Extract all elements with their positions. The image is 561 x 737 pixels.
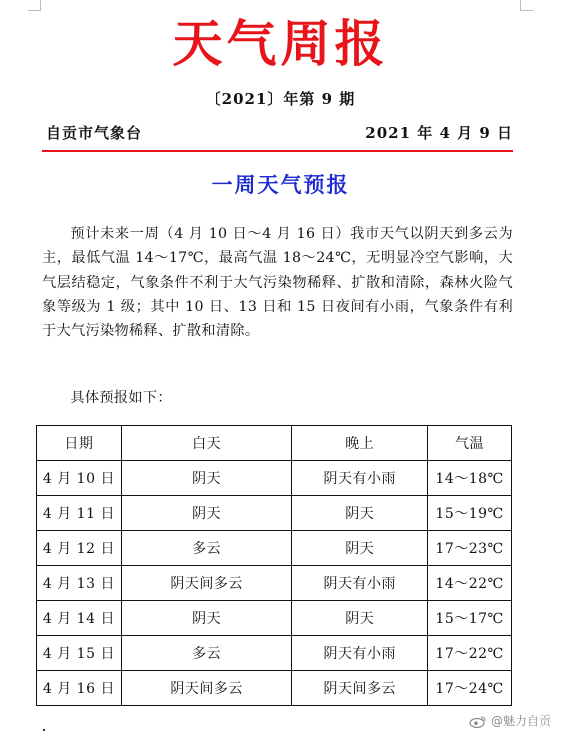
table-row — [37, 636, 512, 671]
issuing-organization: 自贡市气象台 — [46, 124, 143, 142]
cell-daytime: 阴天 — [121, 461, 292, 496]
cell-daytime: 多云 — [121, 531, 292, 566]
masthead-title: 天气周报 — [172, 15, 389, 73]
header-night: 晚上 — [292, 426, 428, 461]
forecast-summary: 预计未来一周（4 月 10 日～4 月 16 日）我市天气以阴天到多云为主，最低气温 14～17℃，最高气温 18～24℃，无明显冷空气影响，大气层结稳定，气象条件不利于大气污染物稀释、扩散和清除，森林火险气象等级为 1 级；其中 10 日、13 日和 15 日夜间有小雨，气象条件有利于大气污染物稀释、扩散和清除。 — [42, 226, 513, 340]
cell-date: 4 月 12 日 — [37, 531, 122, 566]
weibo-icon — [469, 715, 487, 728]
cell-temperature: 15～19℃ — [428, 496, 512, 531]
issue-number: 〔2021〕年第 9 期 — [205, 90, 356, 108]
header-date: 日期 — [37, 426, 122, 461]
cell-night: 阴天 — [292, 601, 428, 636]
cell-temperature: 14～22℃ — [428, 566, 512, 601]
cell-daytime: 阴天 — [121, 601, 292, 636]
cell-date: 4 月 13 日 — [37, 566, 122, 601]
forecast-table — [36, 425, 512, 706]
table-row — [37, 461, 512, 496]
cell-date: 4 月 14 日 — [37, 601, 122, 636]
cell-temperature: 14～18℃ — [428, 461, 512, 496]
stray-mark — [43, 729, 45, 731]
cell-date: 4 月 15 日 — [37, 636, 122, 671]
table-row — [37, 496, 512, 531]
cell-temperature: 17～24℃ — [428, 671, 512, 706]
cell-night: 阴天 — [292, 496, 428, 531]
cell-night: 阴天有小雨 — [292, 461, 428, 496]
cell-daytime: 阴天 — [121, 496, 292, 531]
watermark — [469, 712, 551, 729]
table-lead-in: 具体预报如下： — [70, 390, 172, 406]
issue-date: 2021 年 4 月 9 日 — [365, 124, 513, 142]
table-row — [37, 671, 512, 706]
cell-daytime: 阴天间多云 — [121, 566, 292, 601]
cell-date: 4 月 11 日 — [37, 496, 122, 531]
section-title: 一周天气预报 — [211, 173, 350, 197]
header-temperature: 气温 — [428, 426, 512, 461]
page-corner-mark-right — [520, 0, 533, 11]
cell-date: 4 月 10 日 — [37, 461, 122, 496]
table-header-row — [37, 426, 512, 461]
table-row — [37, 566, 512, 601]
table-row — [37, 601, 512, 636]
cell-temperature: 17～23℃ — [428, 531, 512, 566]
cell-date: 4 月 16 日 — [37, 671, 122, 706]
table-row — [37, 531, 512, 566]
cell-night: 阴天 — [292, 531, 428, 566]
cell-temperature: 17～22℃ — [428, 636, 512, 671]
cell-night: 阴天间多云 — [292, 671, 428, 706]
red-divider — [42, 150, 513, 152]
cell-night: 阴天有小雨 — [292, 636, 428, 671]
header-daytime: 白天 — [121, 426, 292, 461]
cell-temperature: 15～17℃ — [428, 601, 512, 636]
page-corner-mark-left — [28, 0, 41, 11]
cell-daytime: 多云 — [121, 636, 292, 671]
cell-daytime: 阴天间多云 — [121, 671, 292, 706]
cell-night: 阴天有小雨 — [292, 566, 428, 601]
watermark-text: @魅力自贡 — [490, 714, 551, 728]
